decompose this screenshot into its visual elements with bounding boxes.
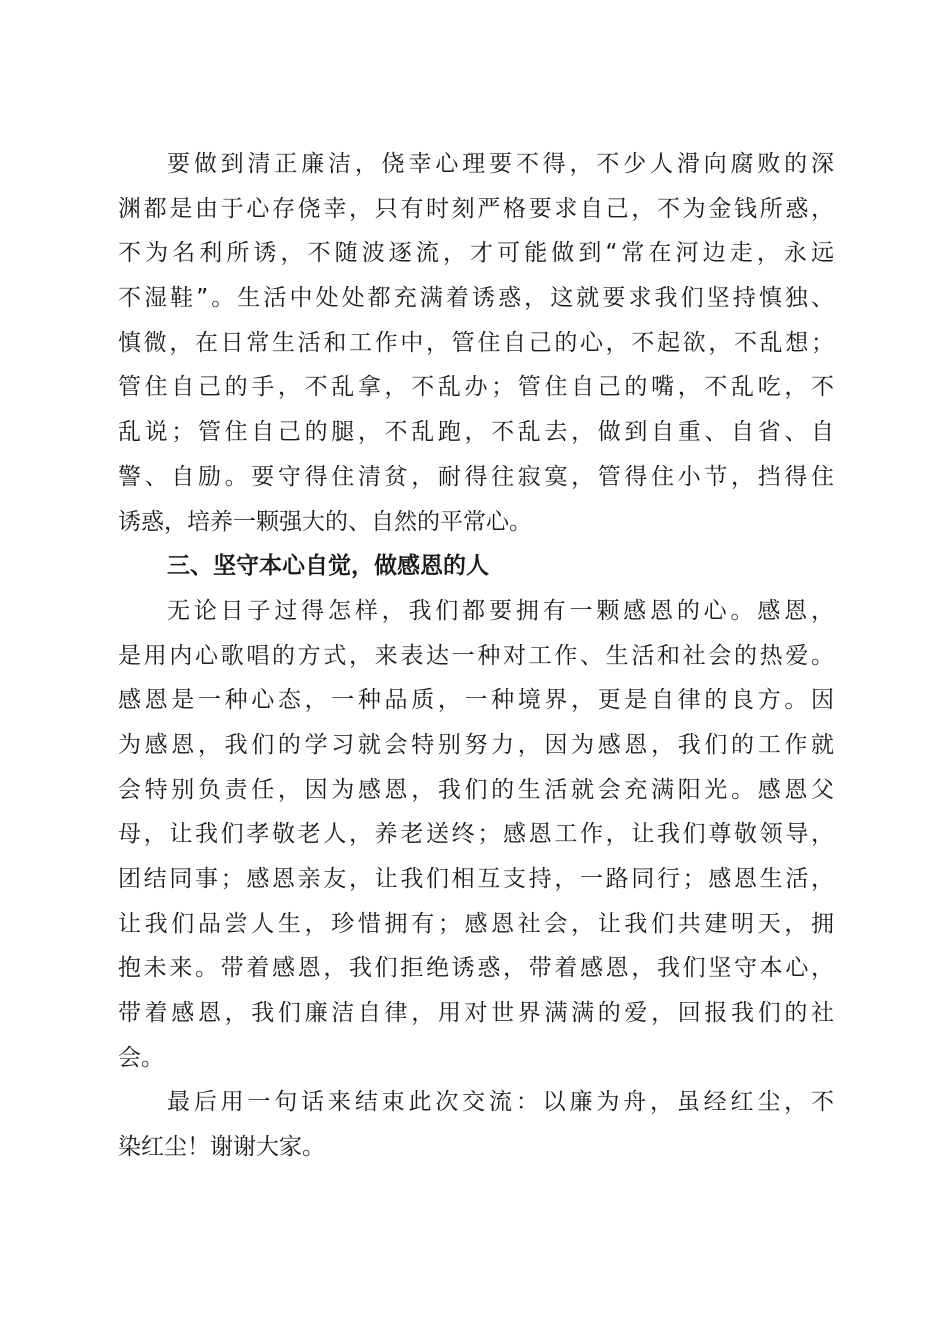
text-line: 让我们品尝人生，珍惜拥有；感恩社会，让我们共建明天，拥	[118, 910, 834, 937]
text-line: 诱惑，培养一颗强大的、自然的平常心。	[118, 508, 532, 535]
text-line: 是用内心歌唱的方式，来表达一种对工作、生活和社会的热爱。	[118, 642, 834, 669]
paragraph-integrity	[118, 142, 834, 544]
text-line: 带着感恩，我们廉洁自律，用对世界满满的爱，回报我们的社	[118, 1000, 834, 1027]
paragraph-gratitude	[118, 589, 834, 1081]
text-line: 乱说；管住自己的腿，不乱跑，不乱去，做到自重、自省、自	[118, 419, 834, 446]
paragraph-closing	[118, 1080, 834, 1169]
text-line: 警、自励。要守得住清贫，耐得往寂寞，管得住小节，挡得住	[118, 463, 834, 490]
text-line: 感恩是一种心态，一种品质，一种境界，更是自律的良方。因	[118, 687, 834, 714]
text-line: 团结同事；感恩亲友，让我们相互支持，一路同行；感恩生活，	[118, 866, 834, 892]
text-line: 为感恩，我们的学习就会特别努力，因为感恩，我们的工作就	[118, 731, 834, 758]
text-line: 染红尘！谢谢大家。	[118, 1134, 325, 1161]
text-line: 不湿鞋”。生活中处处都充满着诱惑，这就要求我们坚持慎独、	[118, 285, 834, 312]
text-line: 最后用一句话来结束此次交流：以廉为舟，虽经红尘，不	[167, 1089, 834, 1116]
text-line: 不为名利所诱，不随波逐流，才可能做到“常在河边走，永远	[118, 240, 834, 267]
text-line: 抱未来。带着感恩，我们拒绝诱惑，带着感恩，我们坚守本心，	[118, 955, 834, 982]
text-line: 渊都是由于心存侥幸，只有时刻严格要求自己，不为金钱所惑，	[118, 195, 834, 222]
heading-line: 三、坚守本心自觉，做感恩的人	[167, 553, 489, 580]
document-body	[118, 142, 834, 1170]
text-line: 无论日子过得怎样，我们都要拥有一颗感恩的心。感恩，	[167, 597, 834, 624]
text-line: 会。	[118, 1044, 164, 1071]
text-line: 管住自己的手，不乱拿，不乱办；管住自己的嘴，不乱吃，不	[118, 374, 834, 401]
text-line: 会特别负责任，因为感恩，我们的生活就会充满阳光。感恩父	[118, 776, 834, 803]
text-line: 母，让我们孝敬老人，养老送终；感恩工作，让我们尊敬领导，	[118, 821, 834, 848]
section-heading	[118, 544, 834, 589]
text-line: 要做到清正廉洁，侥幸心理要不得，不少人滑向腐败的深	[167, 151, 834, 177]
text-line: 慎微，在日常生活和工作中，管住自己的心，不起欲，不乱想；	[118, 329, 834, 356]
